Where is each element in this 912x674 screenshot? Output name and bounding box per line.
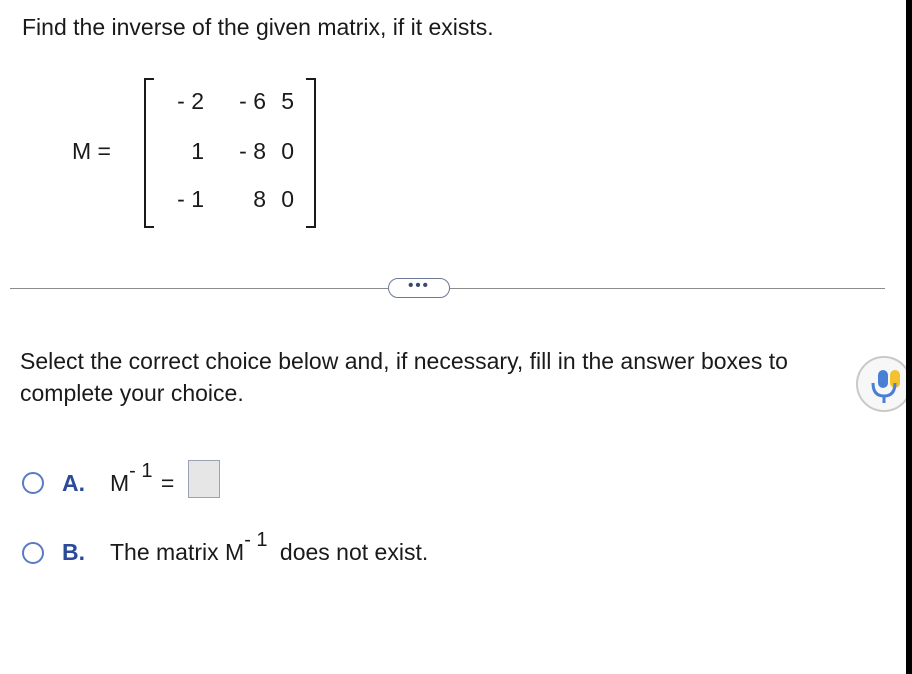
choice-a-equals: = — [160, 470, 175, 496]
answer-input-box[interactable] — [188, 460, 220, 498]
choice-a-letter: A. — [62, 470, 85, 496]
matrix-cell-r1c3: 5 — [281, 88, 294, 114]
matrix-cell-r2c3: 0 — [281, 138, 294, 164]
matrix-right-bracket — [306, 78, 316, 228]
choice-b-text — [110, 529, 429, 569]
choice-a-exponent: - 1 — [129, 460, 153, 482]
matrix-cell-r1c1: - 2 — [177, 88, 204, 114]
radio-button-icon[interactable] — [22, 542, 44, 564]
radio-button-icon[interactable] — [22, 472, 44, 494]
matrix-cell-r3c1: - 1 — [177, 186, 204, 212]
matrix-m — [144, 78, 316, 228]
choice-a-base: M — [110, 470, 130, 496]
matrix-cell-r2c1: 1 — [191, 138, 204, 164]
choice-a[interactable] — [22, 460, 262, 504]
more-options-button[interactable]: ••• — [388, 278, 450, 298]
choice-b-letter: B. — [62, 539, 85, 565]
question-text: Find the inverse of the given matrix, if it exists. — [22, 14, 494, 40]
choice-b-text-before: The matrix M — [110, 539, 245, 565]
microphone-icon — [856, 356, 912, 416]
choice-b[interactable] — [22, 529, 522, 574]
matrix-cell-r3c2: 8 — [253, 186, 266, 212]
window-edge — [906, 0, 912, 674]
choice-a-expression — [110, 460, 175, 500]
choice-b-text-after: does not exist. — [279, 539, 429, 565]
microphone-button[interactable] — [856, 356, 912, 416]
choice-b-exponent: - 1 — [244, 529, 268, 551]
matrix-cell-r1c2: - 6 — [239, 88, 266, 114]
matrix-label: M = — [72, 138, 111, 164]
matrix-cell-r3c3: 0 — [281, 186, 294, 212]
matrix-cell-r2c2: - 8 — [239, 138, 266, 164]
matrix-left-bracket — [144, 78, 154, 228]
instructions-text: Select the correct choice below and, if necessary, fill in the answer boxes to complete your choice. — [20, 348, 788, 406]
